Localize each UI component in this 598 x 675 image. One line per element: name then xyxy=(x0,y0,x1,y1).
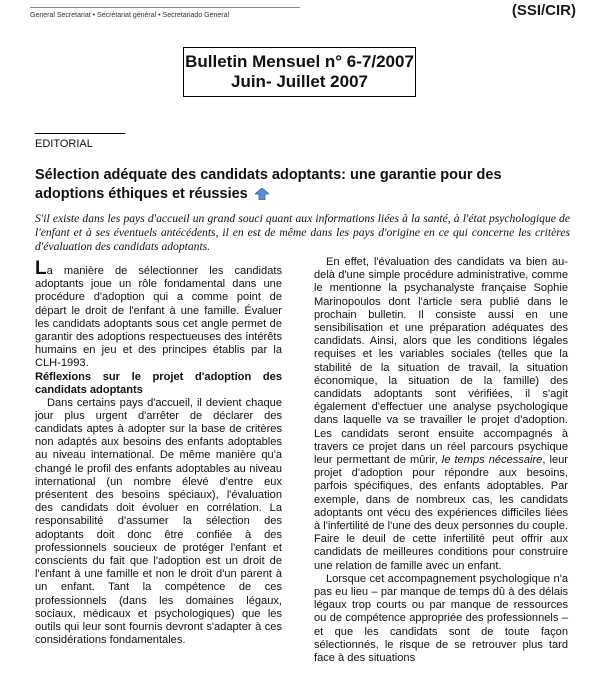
left-paragraph-2: Dans certains pays d'accueil, il devient chaque jour plus urgent d'arrêter de déclarer des candidats aptes à adopter sur la base de critères non adaptés aux besoins des enfants adoptables au niveau international. De même manière qu'a changé le profil des enfants adoptables au niveau international (un nombre élevé d'entre eux présentent des besoins spéciaux), l'évaluation des candidats doit évoluer en corrélation. La responsabilité d'assumer la sélection des adoptants doit donc être confiée à des professionnels soucieux de protéger l'enfant et conscients du fait que l'adoption est un droit de l'enfant à une famille et non le droit d'un parent à un enfant. Tant la compétence de ces professionnels (dans les domaines légaux, sociaux, médicaux et psychologiques) que les outils qui leur sont fournis devront s'adapter à ces considérations fondamentales. xyxy=(35,396,282,647)
right-paragraph-1-emphasis: le temps nécessaire xyxy=(441,454,543,467)
left-paragraph-1 xyxy=(35,258,282,371)
article-headline xyxy=(35,166,565,206)
right-paragraph-1-end: , leur projet d'adoption pour répondre aux besoins, parfois spécifiques, des enfants adoptables. Par exemple, dans de nombreux cas, les candidats adoptants ont vécu des expériences difficiles liées à l'infertilité de l'une des deux personnes du couple. Faire le deuil de cette infertilité peut offrir aux candidats de meilleures conditions pour construire une relation de famille avec un enfant. xyxy=(314,454,569,572)
bulletin-number: Bulletin Mensuel n° 6-7/2007 xyxy=(185,52,414,71)
right-paragraph-1 xyxy=(314,256,568,573)
header-rule xyxy=(30,7,300,8)
dropcap: L xyxy=(35,258,47,279)
section-label: EDITORIAL xyxy=(35,138,93,150)
subheading: Réflexions sur le projet d'adoption des candidats adoptants xyxy=(35,370,282,396)
bulletin-period: Juin- Juillet 2007 xyxy=(231,72,368,91)
headline-text: Sélection adéquate des candidats adoptants: une garantie pour des adoptions éthiques et réussies xyxy=(35,167,502,202)
intro-paragraph: S'il existe dans les pays d'accueil un grand souci quant aux informations liées à la santé, à l'état psychologique de l'enfant et à ses éventuels antécédents, il en est de même dans les pays d'origine en ce qui concerne les critères d'évaluation des candidats adoptants. xyxy=(35,212,570,253)
right-paragraph-2: Lorsque cet accompagnement psychologique n'a pas eu lieu – par manque de temps dû à des délais légaux trop courts ou par manque de ressources ou de compétence appropriée des professionnels – et que les candidats sont de toute façon sélectionnés, le risque de se retrouver plus tard face à des situations xyxy=(314,572,568,665)
left-column xyxy=(35,258,282,647)
right-column xyxy=(314,256,568,665)
up-arrow-icon[interactable] xyxy=(255,187,269,206)
left-paragraph-1-text: a manière de sélectionner les candidats adoptants joue un rôle fondamental dans une procédure d'adoption qui a comme point de départ le droit de l'enfant à une famille. Évaluer les candidats adoptants sous cet angle permet de garantir des adoptions respectueuses des intérêts humains en jeu et des principes établis par la CLH-1993. xyxy=(35,265,282,370)
document-code: (SSI/CIR) xyxy=(511,2,576,19)
section-rule xyxy=(35,133,125,134)
secretariat-line: General Secretariat • Secrétariat général • Secretariado General xyxy=(30,12,230,19)
bulletin-title-box xyxy=(183,47,416,97)
right-paragraph-1-start: En effet, l'évaluation des candidats va bien au-delà d'une simple procédure administrative, comme le mentionne la psychanalyste française Sophie Marinopoulos dont l'article sera publié dans le prochain bulletin. Il consiste aussi en une sensibilisation et une préparation adéquates des candidats. Ainsi, alors que les conditions légales requises et les variables sociales (telles que la stabilité de la situation de travail, la situation économique, la situation de la famille) des candidats adoptants sont vérifiées, il s'agit également d'effectuer une analyse psychologique dans laquelle va se travailler le projet d'adoption. Les candidats seront ensuite accompagnés à travers ce projet dans un réel parcours psychique leur permettant de mûrir, xyxy=(314,256,568,467)
